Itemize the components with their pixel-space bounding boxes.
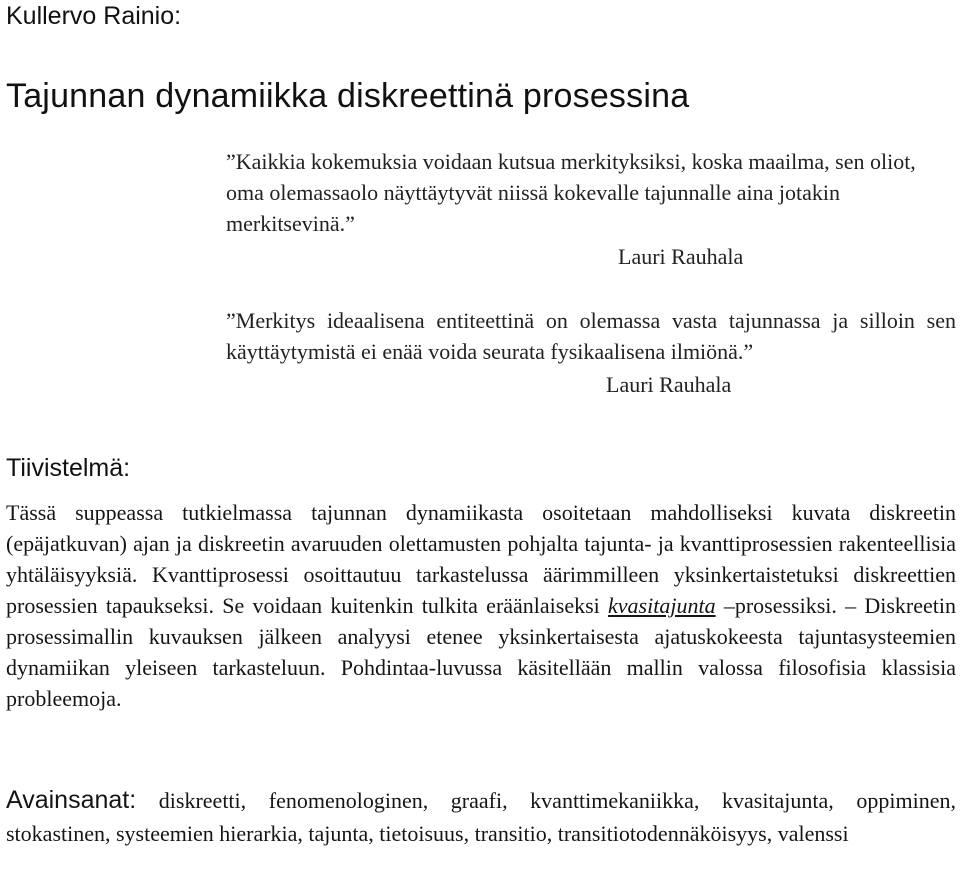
author-name: Kullervo Rainio: [6, 2, 182, 30]
epigraph-quote-1 [226, 146, 956, 272]
keywords-paragraph [6, 784, 956, 850]
quote-text: ”Merkitys ideaalisena entiteettinä on olemassa vasta tajunnassa ja silloin sen käyttäytymistä ei enää voida seurata fysikaalisena ilmiönä.” [226, 308, 956, 364]
quote-text: ”Kaikkia kokemuksia voidaan kutsua merkityksiksi, koska maailma, sen oliot, oma olemassaolo näyttäytyvät niissä kokevalle tajunnalle aina jotakin merkitsevinä.” [226, 149, 916, 236]
page-title: Tajunnan dynamiikka diskreettinä prosessina [6, 77, 690, 115]
abstract-emphasis: kvasitajunta [608, 593, 716, 618]
abstract-heading: Tiivistelmä: [6, 454, 131, 482]
epigraph-quote-2 [226, 305, 956, 400]
keywords-list: diskreetti, fenomenologinen, graafi, kvanttimekaniikka, kvasitajunta, oppiminen, stokastinen, systeemien hierarkia, tajunta, tietoisuus, transitio, transitiotodennäköisyys, valenssi [6, 788, 956, 846]
quote-author: Lauri Rauhala [618, 244, 744, 269]
abstract-text-part-1: Tässä suppeassa tutkielmassa tajunnan dynamiikasta osoitetaan mahdolliseksi kuvata diskreetin (epäjatkuvan) ajan ja diskreetin avaruuden olettamusten pohjalta tajunta- ja kvanttiprosessien rakenteellisia yhtäläisyyksiä. Kvanttiprosessi osoittautuu tarkastelussa äärimmilleen yksinkertaistetuksi diskreettien prosessien tapaukseksi. Se voidaan kuitenkin tulkita eräänlaiseksi [6, 500, 956, 618]
abstract-text-part-2: –prosessiksi. – Diskreetin prosessimallin kuvauksen jälkeen analyysi etenee yksinkertaisesta ajatuskokeesta tajuntasysteemien dynamiikan yleiseen tarkasteluun. Pohdintaa-luvussa käsitellään mallin valossa filosofisia klassisia probleemoja. [6, 593, 956, 711]
abstract-paragraph [6, 497, 956, 714]
quote-author: Lauri Rauhala [606, 372, 732, 397]
keywords-label: Avainsanat: [6, 786, 137, 814]
